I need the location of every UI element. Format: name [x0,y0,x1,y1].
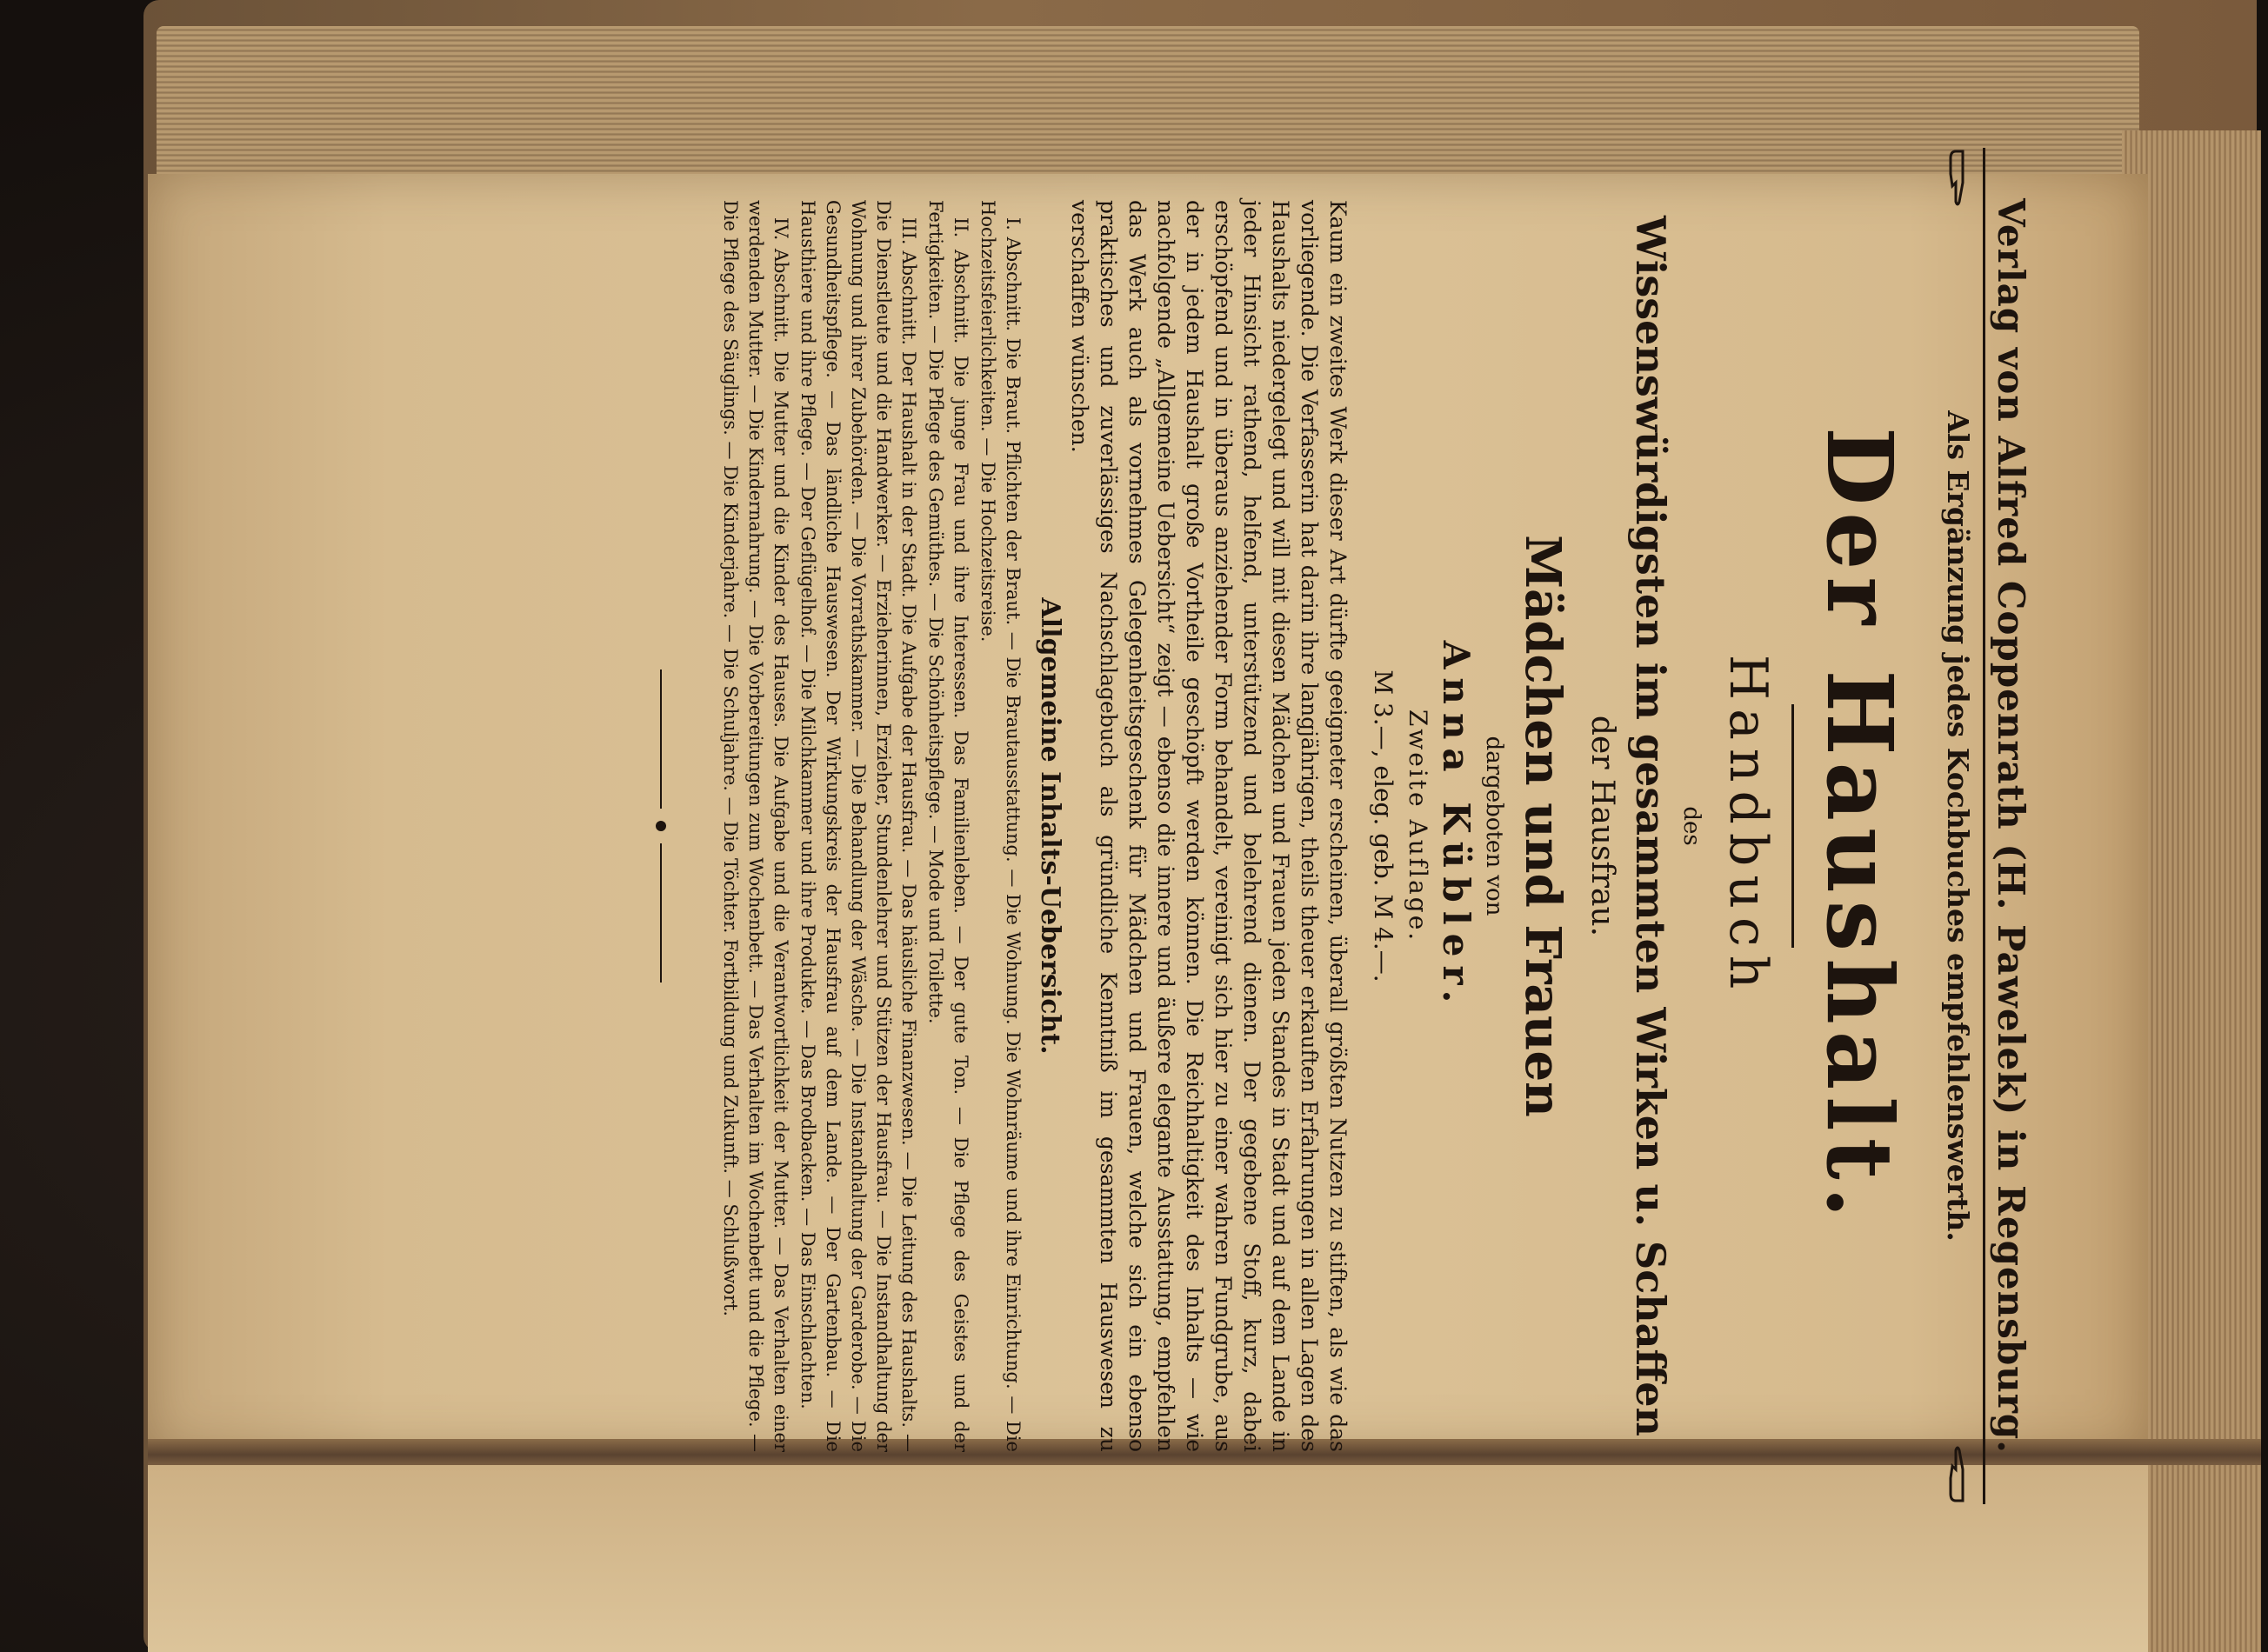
table-of-contents [716,200,1025,1452]
subtitle: Handbuch [1718,654,1778,998]
title-underline [1791,704,1794,948]
edition: Zweite Auflage. [1404,709,1432,943]
pointing-hand-right-icon [1944,148,1972,209]
toc-heading: Allgemeine Inhalts-Uebersicht. [1035,597,1065,1055]
des-word: des [1678,806,1704,846]
publisher-line: Verlag von Alfred Coppenrath (H. Pawelek) in Regensburg. [1990,198,2032,1454]
price: M 3.—, eleg. geb. M 4.—. [1369,669,1397,983]
presented-by: dargeboten von [1481,736,1507,916]
ornament-divider [652,148,670,1504]
hausfrau-line: der Hausfrau. [1584,715,1620,937]
toc-section: I. Abschnitt. Die Braut. Pflichten der Braut. — Die Brautausstattung. — Die Wohnung. Die Wohnräume und ihre Einrichtung. — Die Hochzeitsfeierlichkeiten. — Die Hochzeitsreise. [977,200,1024,1452]
author-name: Anna Kübler. [1435,640,1478,1012]
toc-section: IV. Abschnitt. Die Mutter und die Kinder des Hauses. Die Aufgabe und die Verantwortlichkeit der Mutter. — Das Verhalten einer werdenden Mutter. — Die Kindernahrung. — Die Vorbereitungen zum Wochenbett. — Das Verhalten im Wochenbett und die Pflege. — Die Pflege des Säuglings. — Die Kinderjahre. — Die Schuljahre. — Die Töchter. Fortbildung und Zukunft. — Schlußwort. [720,200,791,1452]
pointing-hand-left-icon [1944,1443,1972,1504]
top-rule [1983,148,1985,1504]
wissen-line: Wissenswürdigsten im gesammten Wirken u. Schaffen [1627,216,1674,1436]
toc-section: III. Abschnitt. Der Haushalt in der Stadt. Die Aufgabe der Hausfrau. — Das häusliche Finanzwesen. — Die Leitung des Haushalts. — Die Dienstleute und die Handwerker. — Erzieherinnen, Erzieher, Stundenlehrer und Stützen der Hausfrau. — Die Instandhaltung der Wohnung und ihrer Zubehörden. — Die Vorrathskammer. — Die Behandlung der Wäsche. — Die Instandhaltung der Garderobe. — Die Gesundheitspflege. — Das ländliche Hauswesen. Der Wirkungskreis der Hausfrau auf dem Lande. — Der Gartenbau. — Die Hausthiere und ihre Pflege. — Der Geflügelhof. — Die Milchkammer und ihre Produkte. — Das Brodbacken. — Das Einschlachten. [797,200,919,1452]
tagline-row [1941,148,1975,1504]
description-paragraph: Kaum ein zweites Werk dieser Art dürfte geeigneter erscheinen, überall größten Nutzen zu stiften, als wie das vorliegende. Die Verfasserin hat darin ihre langjährigen, theils theuer erkauften Erfahrungen in allen Lagen des Haushalts niedergelegt und will mit diesen Mädchen und Frauen jeden Standes in Stadt und auf dem Lande in jeder Hinsicht rathend, helfend, unterstützend und belehrend dienen. Der gegebene Stoff, kurz, dabei erschöpfend und in überaus anziehender Form behandelt, vereinigt sich hier zu einer wahren Fundgrube, aus der in jedem Haushalt große Vortheile geschöpft werden können. Die Reichhaltigkeit des Inhalts — wie nachfolgende „Allgemeine Uebersicht“ zeigt — ebenso die innere und äußere elegante Ausstattung, empfehlen das Werk auch als vornehmes Gelegenheitsgeschenk für Mädchen und Frauen, welche sich ein ebenso praktisches und zuverlässiges Nachschlagebuch als gründliche Kenntniß im gesammten Hauswesen zu verschaffen wünschen. [1067,200,1351,1452]
main-title: Der Haushalt. [1806,427,1913,1225]
audience-line: Mädchen und Frauen [1514,535,1571,1117]
tagline: Als Ergänzung jedes Kochbuches empfehlenswerth. [1941,410,1975,1242]
rotated-advertisement [257,148,2048,1504]
toc-section: II. Abschnitt. Die junge Frau und ihre Interessen. Das Familienleben. — Der gute Ton. — Die Pflege des Geistes und der Fertigkeiten. — Die Pflege des Gemüthes. — Die Schönheitspflege. — Mode und Toilette. [925,200,971,1452]
